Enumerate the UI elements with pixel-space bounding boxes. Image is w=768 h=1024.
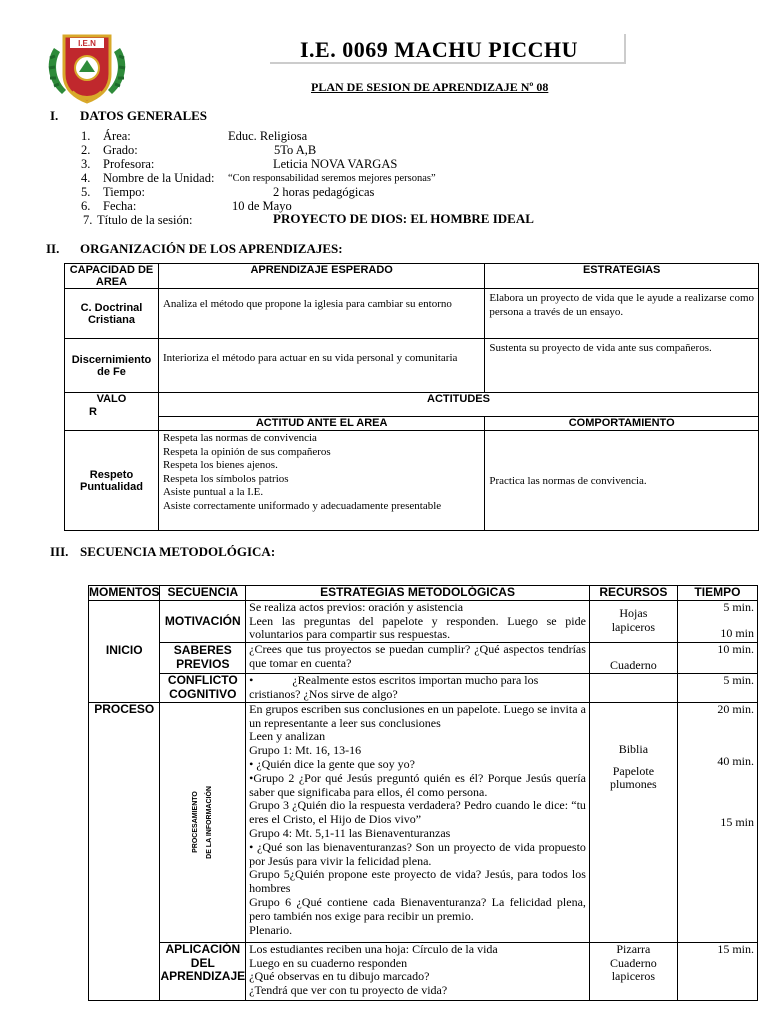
secuencia-motivacion: MOTIVACIÓN: [160, 600, 246, 642]
valor-label: R: [89, 406, 97, 418]
estrategia-cell: Elabora un proyecto de vida que le ayude a realizarse como persona a través de un ensayo.: [485, 289, 759, 339]
dg-value: Leticia NOVA VARGAS: [273, 157, 398, 171]
valor-item: Respeto: [89, 468, 134, 481]
secuencia-label-vertical: [189, 786, 217, 859]
plan-title: PLAN DE SESION DE APRENDIZAJE Nº 08: [311, 80, 549, 94]
dg-value: 5To A,B: [274, 143, 317, 157]
dg-num: 4.: [81, 171, 91, 185]
recurso-item: lapiceros: [611, 619, 656, 634]
valores-cell: [65, 431, 159, 531]
estrategia-text: ¿Realmente estos escritos importan mucho para los cristianos? ¿Nos sirve de algo?: [249, 673, 539, 701]
section1-number: I.: [50, 108, 59, 123]
methodological-sequence-table: [88, 585, 758, 1001]
dg-num: 2.: [81, 143, 91, 157]
col-header: RECURSOS: [589, 586, 677, 601]
recurso-item: lapiceros: [611, 969, 656, 984]
dg-num: 3.: [81, 157, 91, 171]
tiempo-item: 15 min: [720, 815, 754, 830]
estrategia-line: • ¿Qué son las bienaventuranzas? Son un proyecto de vida propuesto por Jesús para vivir la felicidad plena.: [249, 839, 586, 868]
secuencia-conflicto: [160, 674, 246, 703]
section2-number: II.: [46, 241, 60, 256]
valor-header: [65, 393, 159, 431]
dg-num: 1.: [81, 129, 91, 143]
section3-title: SECUENCIA METODOLÓGICA:: [80, 544, 276, 559]
comportamiento-cell: Practica las normas de convivencia.: [485, 431, 759, 531]
estrategia-line: Leen las preguntas del papelote y responden. Luego se pide voluntarios para compartir sus respuestas.: [249, 613, 586, 642]
secuencia-saberes: [160, 643, 246, 674]
recursos-saberes: Cuaderno: [589, 643, 677, 674]
learning-organization-table: [64, 263, 759, 531]
actitud-header: ACTITUD ANTE EL AREA: [158, 417, 484, 431]
comportamiento-header: COMPORTAMIENTO: [485, 417, 759, 431]
dg-num: 5.: [81, 185, 91, 199]
dg-label: Profesora:: [103, 157, 155, 171]
actitud-item: Asiste correctamente uniformado y adecuadamente presentable: [162, 499, 442, 512]
secuencia-label: PROCESAMIENTO: [192, 791, 199, 854]
valor-label: VALO: [96, 393, 127, 405]
estrategia-line: Luego en su cuaderno responden: [249, 955, 408, 970]
tiempo-conflicto: 5 min.: [677, 674, 757, 703]
tiempo-item: 20 min.: [717, 701, 754, 716]
actitudes-header: ACTITUDES: [158, 393, 758, 417]
dg-num: 6.: [81, 199, 91, 213]
secuencia-label: APRENDIZAJE: [160, 969, 246, 984]
estrategia-line: Se realiza actos previos: oración y asistencia: [249, 599, 464, 614]
tiempo-item: 5 min.: [723, 599, 754, 614]
dg-label: Título de la sesión:: [97, 213, 193, 227]
actitud-item: Respeta las normas de convivencia: [162, 432, 317, 444]
estrategia-conflicto: [246, 674, 590, 703]
tiempo-procesamiento: [677, 702, 757, 942]
recurso-item: Biblia: [618, 741, 649, 756]
logo-text: I.E.N: [78, 39, 96, 48]
tiempo-item: 10 min: [720, 625, 754, 640]
secuencia-label: DEL: [190, 955, 215, 970]
col-header: TIEMPO: [677, 586, 757, 601]
secuencia-label: CONFLICTO: [167, 673, 238, 688]
estrategia-cell: Sustenta su proyecto de vida ante sus compañeros.: [485, 339, 759, 393]
actitudes-cell: [158, 431, 484, 531]
estrategia-line: ¿Tendrá que ver con tu proyecto de vida?: [249, 983, 448, 998]
dg-label: Tiempo:: [103, 185, 145, 199]
estrategia-line: •Grupo 2 ¿Por qué Jesús preguntó quién es él? Porque Jesús quería saber que significaba para ellos, él como persona.: [249, 770, 586, 799]
estrategia-line: • ¿Quién dice la gente que soy yo?: [249, 756, 415, 771]
col-header: ESTRATEGIAS: [485, 264, 759, 289]
recursos-motivacion: [589, 600, 677, 642]
recursos-procesamiento: [589, 702, 677, 942]
section1-title: DATOS GENERALES: [80, 108, 208, 123]
dg-value: Educ. Religiosa: [228, 129, 308, 143]
estrategia-line: Grupo 3 ¿Quién dio la respuesta verdadera? Pedro cuando le dice: “tu eres el Cristo, el Hijo de Dios vivo”: [249, 798, 586, 827]
col-header: APRENDIZAJE ESPERADO: [158, 264, 484, 289]
valor-item: Puntualidad: [80, 480, 143, 493]
estrategia-motivacion: [246, 600, 590, 642]
tiempo-motivacion: [677, 600, 757, 642]
school-logo: [44, 28, 130, 106]
estrategia-saberes: ¿Crees que tus proyectos se puedan cumplir? ¿Qué aspectos tendrías que tomar en cuenta?: [246, 643, 590, 674]
col-header: CAPACIDAD DE AREA: [65, 264, 159, 289]
estrategia-line: Grupo 6 ¿Qué contiene cada Bienaventuranza? La felicidad plena, pero también nos exige para recibir un premio.: [249, 894, 586, 923]
secuencia-procesamiento: [160, 702, 246, 942]
tiempo-saberes: 10 min.: [677, 643, 757, 674]
estrategia-procesamiento: [246, 702, 590, 942]
session-title: PROYECTO DE DIOS: EL HOMBRE IDEAL: [273, 211, 534, 226]
capacidad-cell: C. Doctrinal Cristiana: [65, 289, 159, 339]
recurso-item: Pizarra: [616, 941, 651, 956]
estrategia-line: En grupos escriben sus conclusiones en un papelote. Luego se invita a un representante a leer sus conclusiones: [249, 701, 586, 730]
momento-inicio: INICIO: [89, 600, 160, 702]
recurso-item: Cuaderno: [610, 955, 657, 970]
secuencia-aplicacion: [160, 942, 246, 1000]
estrategia-line: Plenario.: [249, 922, 293, 937]
tiempo-item: 40 min.: [717, 753, 754, 768]
secuencia-label: PREVIOS: [176, 657, 230, 672]
recurso-item: Papelote: [612, 763, 655, 778]
capacidad-cell: Discernimiento de Fe: [65, 339, 159, 393]
dg-value: “Con responsabilidad seremos mejores personas”: [228, 173, 436, 184]
secuencia-label: SABERES: [173, 643, 232, 658]
aprendizaje-cell: Interioriza el método para actuar en su vida personal y comunitaria: [158, 339, 484, 393]
estrategia-line: Leen y analizan: [249, 729, 326, 744]
recurso-item: plumones: [610, 777, 657, 792]
dg-num: 7.: [83, 213, 93, 227]
dg-label: Grado:: [103, 143, 138, 157]
estrategia-line: Grupo 4: Mt. 5,1-11 las Bienaventuranzas: [249, 825, 451, 840]
recurso-item: Hojas: [619, 605, 648, 620]
estrategia-aplicacion: [246, 942, 590, 1000]
col-header: MOMENTOS: [89, 585, 160, 599]
col-header: ESTRATEGIAS METODOLÓGICAS: [246, 586, 590, 601]
dg-label: Nombre de la Unidad:: [103, 171, 215, 185]
recursos-conflicto: [589, 674, 677, 703]
section3-number: III.: [50, 544, 69, 559]
bullet: •: [249, 673, 254, 688]
estrategia-line: Grupo 5¿Quién propone este proyecto de vida? Jesús, para todos los hombres: [249, 867, 586, 896]
actitud-item: Respeta los bienes ajenos.: [162, 459, 278, 471]
recursos-aplicacion: [589, 942, 677, 1000]
dg-label: Fecha:: [103, 199, 137, 213]
secuencia-label: APLICACIÓN: [165, 941, 241, 956]
momento-proceso: PROCESO: [89, 702, 160, 1000]
dg-value: 2 horas pedagógicas: [273, 185, 375, 199]
estrategia-line: Los estudiantes reciben una hoja: Círculo de la vida: [249, 941, 498, 956]
col-header: SECUENCIA: [160, 586, 246, 601]
actitud-item: Respeta los símbolos patrios: [162, 472, 289, 485]
dg-label: Área:: [103, 129, 131, 143]
secuencia-label: DE LA INFORMACIÓN: [205, 785, 213, 859]
school-name: I.E. 0069 MACHU PICCHU: [300, 37, 579, 62]
tiempo-aplicacion: 15 min.: [677, 942, 757, 1000]
actitud-item: Asiste puntual a la I.E.: [162, 486, 264, 498]
dg-value: 10 de Mayo: [232, 199, 292, 213]
estrategia-line: ¿Qué observas en tu dibujo marcado?: [249, 969, 430, 984]
secuencia-label: COGNITIVO: [169, 686, 237, 701]
estrategia-line: Grupo 1: Mt. 16, 13-16: [249, 743, 362, 758]
section2-title: ORGANIZACIÓN DE LOS APRENDIZAJES:: [80, 241, 343, 256]
actitud-item: Respeta la opinión de sus compañeros: [162, 445, 331, 458]
aprendizaje-cell: Analiza el método que propone la iglesia para cambiar su entorno: [158, 289, 484, 339]
